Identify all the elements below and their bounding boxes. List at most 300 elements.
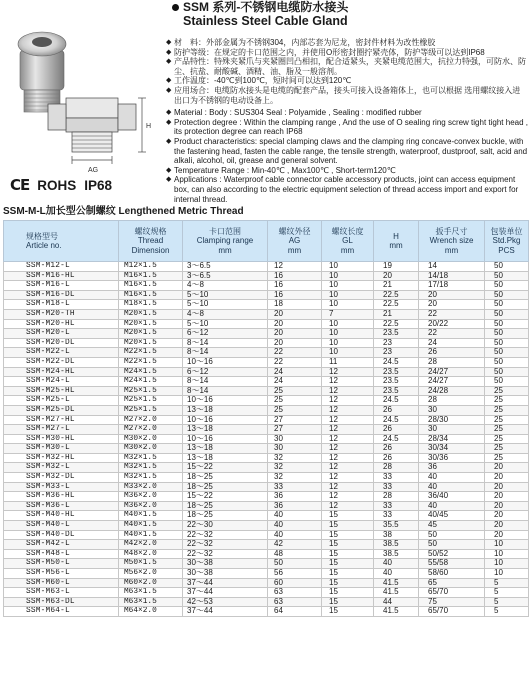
table-cell: 20 (485, 511, 529, 521)
table-cell: 50 (485, 290, 529, 300)
table-cell: 25 (268, 386, 322, 396)
table-cell: 12 (322, 444, 374, 454)
table-cell: 18 (268, 300, 322, 310)
table-cell: 10 (485, 540, 529, 550)
table-cell: 20 (485, 473, 529, 483)
table-cell: 4～8 (183, 281, 268, 291)
bullet-icon: ◆ (166, 48, 172, 56)
bullet-icon: ◆ (166, 137, 172, 145)
table-cell: SSM-M25-DL (4, 405, 119, 415)
table-cell: 12 (322, 396, 374, 406)
table-body (4, 262, 529, 617)
bullet-icon: ◆ (166, 166, 172, 174)
table-cell: 23.5 (374, 329, 419, 339)
column-header-line: mm (389, 241, 403, 250)
bullet-icon: ◆ (166, 86, 172, 94)
table-cell: SSM-M24-HL (4, 367, 119, 377)
table-cell: 50 (485, 309, 529, 319)
table-cell: 12 (322, 463, 374, 473)
table-cell: 15 (322, 549, 374, 559)
table-cell: 15 (322, 588, 374, 598)
table-cell: 15 (322, 578, 374, 588)
section-title: SSM-M-L加长型公制螺纹 Lengthened Metric Thread (3, 206, 244, 217)
table-cell: 12 (322, 501, 374, 511)
table-cell: 22～32 (183, 530, 268, 540)
table-cell: SSM-M22-DL (4, 357, 119, 367)
cable-gland-drawing (8, 20, 158, 180)
table-cell: 26 (374, 425, 419, 435)
table-cell: 22 (268, 348, 322, 358)
bullet-icon: ◆ (166, 77, 172, 85)
column-header-line: 包装单位 (490, 226, 523, 236)
table-cell: 8～14 (183, 377, 268, 387)
table-cell: 40 (268, 530, 322, 540)
table-cell: 48 (268, 549, 322, 559)
table-cell: 22 (268, 357, 322, 367)
table-row (4, 377, 529, 387)
table-cell: 50 (419, 530, 485, 540)
table-cell: 15～22 (183, 463, 268, 473)
table-cell: 12 (322, 473, 374, 483)
table-row (4, 425, 529, 435)
table-cell: 42～53 (183, 597, 268, 607)
column-header (374, 221, 419, 262)
table-cell: 65 (419, 578, 485, 588)
table-cell: 4～8 (183, 309, 268, 319)
table-cell: M16×1.5 (119, 281, 183, 291)
column-header-line: 螺纹外径 (278, 226, 311, 236)
table-cell: M50×1.5 (119, 559, 183, 569)
table-cell: 56 (268, 569, 322, 579)
table-cell: 38.5 (374, 540, 419, 550)
table-cell: 33 (374, 473, 419, 483)
table-row (4, 319, 529, 329)
column-header-line: Wrench size (429, 236, 474, 246)
table-cell: 24 (419, 338, 485, 348)
table-cell: 5～10 (183, 300, 268, 310)
table-cell: 20 (485, 501, 529, 511)
table-cell: 50 (485, 271, 529, 281)
column-header-line: mm (218, 245, 232, 255)
table-cell: 7 (322, 309, 374, 319)
table-cell: 11 (322, 357, 374, 367)
table-cell: 33 (374, 501, 419, 511)
table-cell: 65/70 (419, 607, 485, 617)
bullet-icon: ◆ (166, 109, 172, 117)
table-row (4, 338, 529, 348)
table-cell: M24×1.5 (119, 367, 183, 377)
table-row (4, 521, 529, 531)
column-header-line: Thread (137, 236, 164, 246)
table-row (4, 559, 529, 569)
table-cell: SSM-M16-DL (4, 290, 119, 300)
table-cell: 15 (322, 559, 374, 569)
table-cell: SSM-M40-HL (4, 511, 119, 521)
table-cell: 20 (485, 492, 529, 502)
table-cell: 50 (419, 540, 485, 550)
table-cell: 25 (485, 444, 529, 454)
table-cell: 16 (268, 281, 322, 291)
table-cell: M32×1.5 (119, 473, 183, 483)
table-row (4, 511, 529, 521)
table-cell: 18～25 (183, 473, 268, 483)
table-cell: 15 (322, 607, 374, 617)
bullet-dot-icon (172, 4, 179, 11)
table-cell: 18～25 (183, 482, 268, 492)
table-cell: 40 (419, 482, 485, 492)
table-cell: 12 (322, 492, 374, 502)
table-cell: 10 (485, 559, 529, 569)
table-cell: 38.5 (374, 549, 419, 559)
table-cell: 20 (374, 271, 419, 281)
table-cell: M30×2.0 (119, 434, 183, 444)
table-cell: 40 (268, 511, 322, 521)
table-cell: SSM-M24-L (4, 377, 119, 387)
table-cell: 25 (485, 405, 529, 415)
table-row (4, 588, 529, 598)
table-cell: 36 (419, 463, 485, 473)
table-cell: 24.5 (374, 415, 419, 425)
table-row (4, 530, 529, 540)
table-row (4, 540, 529, 550)
column-header-line: mm (340, 245, 355, 255)
column-header-line: Std.Pkg (492, 236, 521, 246)
table-cell: 25 (268, 396, 322, 406)
table-row (4, 348, 529, 358)
ce-mark: CE (10, 176, 30, 194)
table-cell: 12 (322, 482, 374, 492)
table-cell: SSM-M27-HL (4, 415, 119, 425)
table-cell: 50 (485, 281, 529, 291)
spec-list (166, 38, 528, 204)
table-cell: 30 (419, 425, 485, 435)
table-cell: M27×2.0 (119, 425, 183, 435)
table-cell: 25 (485, 415, 529, 425)
title-cn: SSM 系列-不锈钢电缆防水接头 (183, 0, 349, 14)
table-cell: M48×2.0 (119, 549, 183, 559)
table-cell: 24/27 (419, 377, 485, 387)
table-cell: 28 (374, 492, 419, 502)
table-cell: 23.5 (374, 377, 419, 387)
spec-item: ◆ Product characteristics: special clamping claws and the clamping ring concave-convex buckle, with the fastening head, fasten the cable range, the tensile strength, waterproof, dustproof, salt, acid and alkali, alcohol, oil, grease and general solvent. (166, 136, 528, 166)
table-row (4, 549, 529, 559)
table-cell: 22 (419, 329, 485, 339)
column-header (268, 221, 322, 262)
table-cell: 10 (322, 271, 374, 281)
table-cell: M40×1.5 (119, 511, 183, 521)
table-row (4, 357, 529, 367)
table-cell: M40×1.5 (119, 521, 183, 531)
table-cell: 63 (268, 588, 322, 598)
table-cell: SSM-M16-HL (4, 271, 119, 281)
table-header-row (4, 221, 529, 262)
table-cell: 10 (485, 549, 529, 559)
column-header-line: AG (288, 236, 301, 246)
table-cell: SSM-M64-L (4, 607, 119, 617)
column-header-line: 扳手尺寸 (435, 226, 468, 236)
table-cell: 27 (268, 415, 322, 425)
table-cell: 12 (268, 262, 322, 272)
column-header (183, 221, 268, 262)
table-cell: SSM-M50-L (4, 559, 119, 569)
table-row (4, 578, 529, 588)
table-row (4, 281, 529, 291)
table-cell: 42 (268, 540, 322, 550)
table-cell: M18×1.5 (119, 300, 183, 310)
table-cell: 28/30 (419, 415, 485, 425)
table-cell: M20×1.5 (119, 329, 183, 339)
column-header-line: mm (444, 245, 459, 255)
table-cell: 30/36 (419, 453, 485, 463)
table-cell: SSM-M22-L (4, 348, 119, 358)
table-cell: 50 (485, 348, 529, 358)
table-cell: 36/40 (419, 492, 485, 502)
table-row (4, 309, 529, 319)
table-cell: 37～44 (183, 588, 268, 598)
spec-item: ◆ Material : Body : SUS304 Seal : Polyamide , Sealing : modified rubber (166, 108, 422, 118)
spec-item: ◆ Temperature Range : Min-40℃ , Max100℃ , Short-term120℃ (166, 165, 396, 175)
column-header (322, 221, 374, 262)
table-cell: 25 (485, 453, 529, 463)
column-header-line: 螺纹长度 (331, 226, 364, 236)
table-cell: 41.5 (374, 588, 419, 598)
table-cell: SSM-M25-L (4, 396, 119, 406)
table-cell: SSM-M30-HL (4, 434, 119, 444)
table-cell: SSM-M20-DL (4, 338, 119, 348)
spec-item: ◆ Protection degree : Within the clamping range , And the use of O sealing ring screw tight tight head , its protection degree can reach IP68 (166, 117, 528, 137)
table-cell: 50 (485, 377, 529, 387)
table-cell: 10 (485, 569, 529, 579)
table-cell: 20 (485, 482, 529, 492)
table-cell: 20 (485, 463, 529, 473)
table-cell: 10～16 (183, 415, 268, 425)
table-cell: 15 (322, 511, 374, 521)
table-cell: 12 (322, 367, 374, 377)
table-row (4, 463, 529, 473)
table-cell: 22.5 (374, 290, 419, 300)
table-cell: 20 (268, 338, 322, 348)
table-row (4, 271, 529, 281)
table-cell: 50 (485, 357, 529, 367)
table-cell: 13～18 (183, 425, 268, 435)
table-cell: 12 (322, 405, 374, 415)
column-header-line: PCS (498, 245, 515, 255)
table-cell: SSM-M20-HL (4, 319, 119, 329)
table-cell: 63 (268, 597, 322, 607)
table-cell: 10 (322, 338, 374, 348)
table-cell: 15 (322, 597, 374, 607)
table-cell: 32 (268, 453, 322, 463)
table-cell: 20/22 (419, 319, 485, 329)
table-cell: 20 (268, 329, 322, 339)
table-row (4, 367, 529, 377)
table-cell: M20×1.5 (119, 319, 183, 329)
table-cell: SSM-M20-TH (4, 309, 119, 319)
table-cell: 22～32 (183, 540, 268, 550)
table-cell: 15 (322, 569, 374, 579)
table-cell: 13～18 (183, 444, 268, 454)
table-cell: 20 (268, 319, 322, 329)
table-cell: 24/27 (419, 367, 485, 377)
table-cell: 10 (322, 281, 374, 291)
table-cell: 38 (374, 530, 419, 540)
table-cell: 65/70 (419, 588, 485, 598)
table-cell: 10～16 (183, 434, 268, 444)
table-cell: SSM-M63-L (4, 588, 119, 598)
table-cell: 25 (485, 396, 529, 406)
table-cell: 12 (322, 415, 374, 425)
table-cell: 20 (419, 290, 485, 300)
table-cell: SSM-M63-DL (4, 597, 119, 607)
table-cell: 30/34 (419, 444, 485, 454)
table-cell: 35.5 (374, 521, 419, 531)
gland-technical-drawing (48, 98, 146, 164)
table-cell: 20 (268, 309, 322, 319)
table-cell: 25 (485, 434, 529, 444)
table-cell: 5 (485, 597, 529, 607)
table-cell: 36 (268, 501, 322, 511)
table-cell: 12 (322, 425, 374, 435)
table-cell: 8～14 (183, 348, 268, 358)
table-cell: 23.5 (374, 367, 419, 377)
table-cell: SSM-M20-L (4, 329, 119, 339)
table-cell: 10 (322, 300, 374, 310)
title-block (172, 0, 527, 28)
table-cell: 50/52 (419, 549, 485, 559)
table-cell: 55/58 (419, 559, 485, 569)
table-row (4, 607, 529, 617)
table-cell: 33 (268, 482, 322, 492)
table-cell: SSM-M27-L (4, 425, 119, 435)
table-cell: SSM-M40-DL (4, 530, 119, 540)
table-cell: M60×2.0 (119, 578, 183, 588)
table-row (4, 492, 529, 502)
table-cell: 10～16 (183, 396, 268, 406)
table-cell: SSM-M32-HL (4, 453, 119, 463)
table-cell: 26 (374, 405, 419, 415)
table-cell: 50 (485, 319, 529, 329)
table-row (4, 405, 529, 415)
table-cell: 40 (374, 559, 419, 569)
table-cell: 16 (268, 290, 322, 300)
table-cell: 12 (322, 453, 374, 463)
table-cell: 40/45 (419, 511, 485, 521)
table-cell: 15～22 (183, 492, 268, 502)
table-cell: 10 (322, 329, 374, 339)
table-row (4, 396, 529, 406)
table-cell: 15 (322, 540, 374, 550)
table-cell: 30 (268, 444, 322, 454)
table-cell: 25 (485, 425, 529, 435)
table-cell: M25×1.5 (119, 386, 183, 396)
column-header-line: Article no. (26, 241, 62, 250)
table-cell: 45 (419, 521, 485, 531)
bullet-icon: ◆ (166, 39, 172, 46)
table-cell: 14/18 (419, 271, 485, 281)
table-cell: M56×2.0 (119, 569, 183, 579)
table-cell: 8～14 (183, 386, 268, 396)
table-row (4, 473, 529, 483)
table-row (4, 482, 529, 492)
table-cell: M12×1.5 (119, 262, 183, 272)
table-cell: 30 (419, 405, 485, 415)
spec-item: ◆ 应用场合：电缆防水接头是电缆的配套产品，接头可接入设备箱体上，也可以根据 选用螺纹接入进出口为不锈钢的电动设备上。 (166, 85, 521, 105)
table-cell: 20 (485, 521, 529, 531)
table-cell: 58/60 (419, 569, 485, 579)
table-cell: 32 (268, 463, 322, 473)
table-cell: 5～10 (183, 290, 268, 300)
table-cell: 24 (268, 377, 322, 387)
table-cell: 26 (374, 453, 419, 463)
table-row (4, 569, 529, 579)
table-cell: 20 (419, 300, 485, 310)
table-cell: M63×1.5 (119, 588, 183, 598)
gland-photo (18, 32, 66, 112)
table-cell: M32×1.5 (119, 453, 183, 463)
column-header-line: 规格型号 (26, 231, 58, 241)
table-cell: 33 (374, 482, 419, 492)
table-cell: 50 (485, 329, 529, 339)
table-cell: M16×1.5 (119, 290, 183, 300)
table-cell: M32×1.5 (119, 463, 183, 473)
bullet-icon: ◆ (166, 58, 172, 66)
table-cell: M22×1.5 (119, 357, 183, 367)
table-cell: SSM-M32-DL (4, 473, 119, 483)
table-cell: SSM-M36-L (4, 501, 119, 511)
table-cell: M16×1.5 (119, 271, 183, 281)
table-cell: 41.5 (374, 607, 419, 617)
table-cell: SSM-M30-L (4, 444, 119, 454)
table-cell: 22～32 (183, 549, 268, 559)
table-cell: 5 (485, 588, 529, 598)
table-cell: 50 (485, 367, 529, 377)
table-cell: SSM-M48-L (4, 549, 119, 559)
table-cell: 50 (268, 559, 322, 569)
table-cell: 3～6.5 (183, 262, 268, 272)
table-cell: 3～6.5 (183, 271, 268, 281)
table-cell: 32 (268, 473, 322, 483)
certifications (10, 176, 112, 194)
table-cell: 40 (419, 473, 485, 483)
table-cell: 21 (374, 281, 419, 291)
table-cell: 5 (485, 578, 529, 588)
table-cell: 30～38 (183, 569, 268, 579)
table-row (4, 300, 529, 310)
table-cell: 37～44 (183, 578, 268, 588)
table-row (4, 434, 529, 444)
column-header-line: H (393, 231, 399, 241)
table-cell: 5 (485, 607, 529, 617)
table-cell: 12 (322, 434, 374, 444)
table-cell: M30×2.0 (119, 444, 183, 454)
label-h: H (146, 123, 152, 130)
table-cell: 10 (322, 348, 374, 358)
table-cell: 10 (322, 319, 374, 329)
table-cell: 28/34 (419, 434, 485, 444)
table-cell: 20 (485, 530, 529, 540)
table-cell: 60 (268, 578, 322, 588)
table-cell: M33×2.0 (119, 482, 183, 492)
table-cell: M25×1.5 (119, 405, 183, 415)
table-cell: SSM-M32-L (4, 463, 119, 473)
table-cell: M36×2.0 (119, 501, 183, 511)
table-row (4, 501, 529, 511)
table-cell: 44 (374, 597, 419, 607)
table-cell: M24×1.5 (119, 377, 183, 387)
table-cell: 40 (268, 521, 322, 531)
table-cell: 24.5 (374, 396, 419, 406)
column-header (419, 221, 485, 262)
